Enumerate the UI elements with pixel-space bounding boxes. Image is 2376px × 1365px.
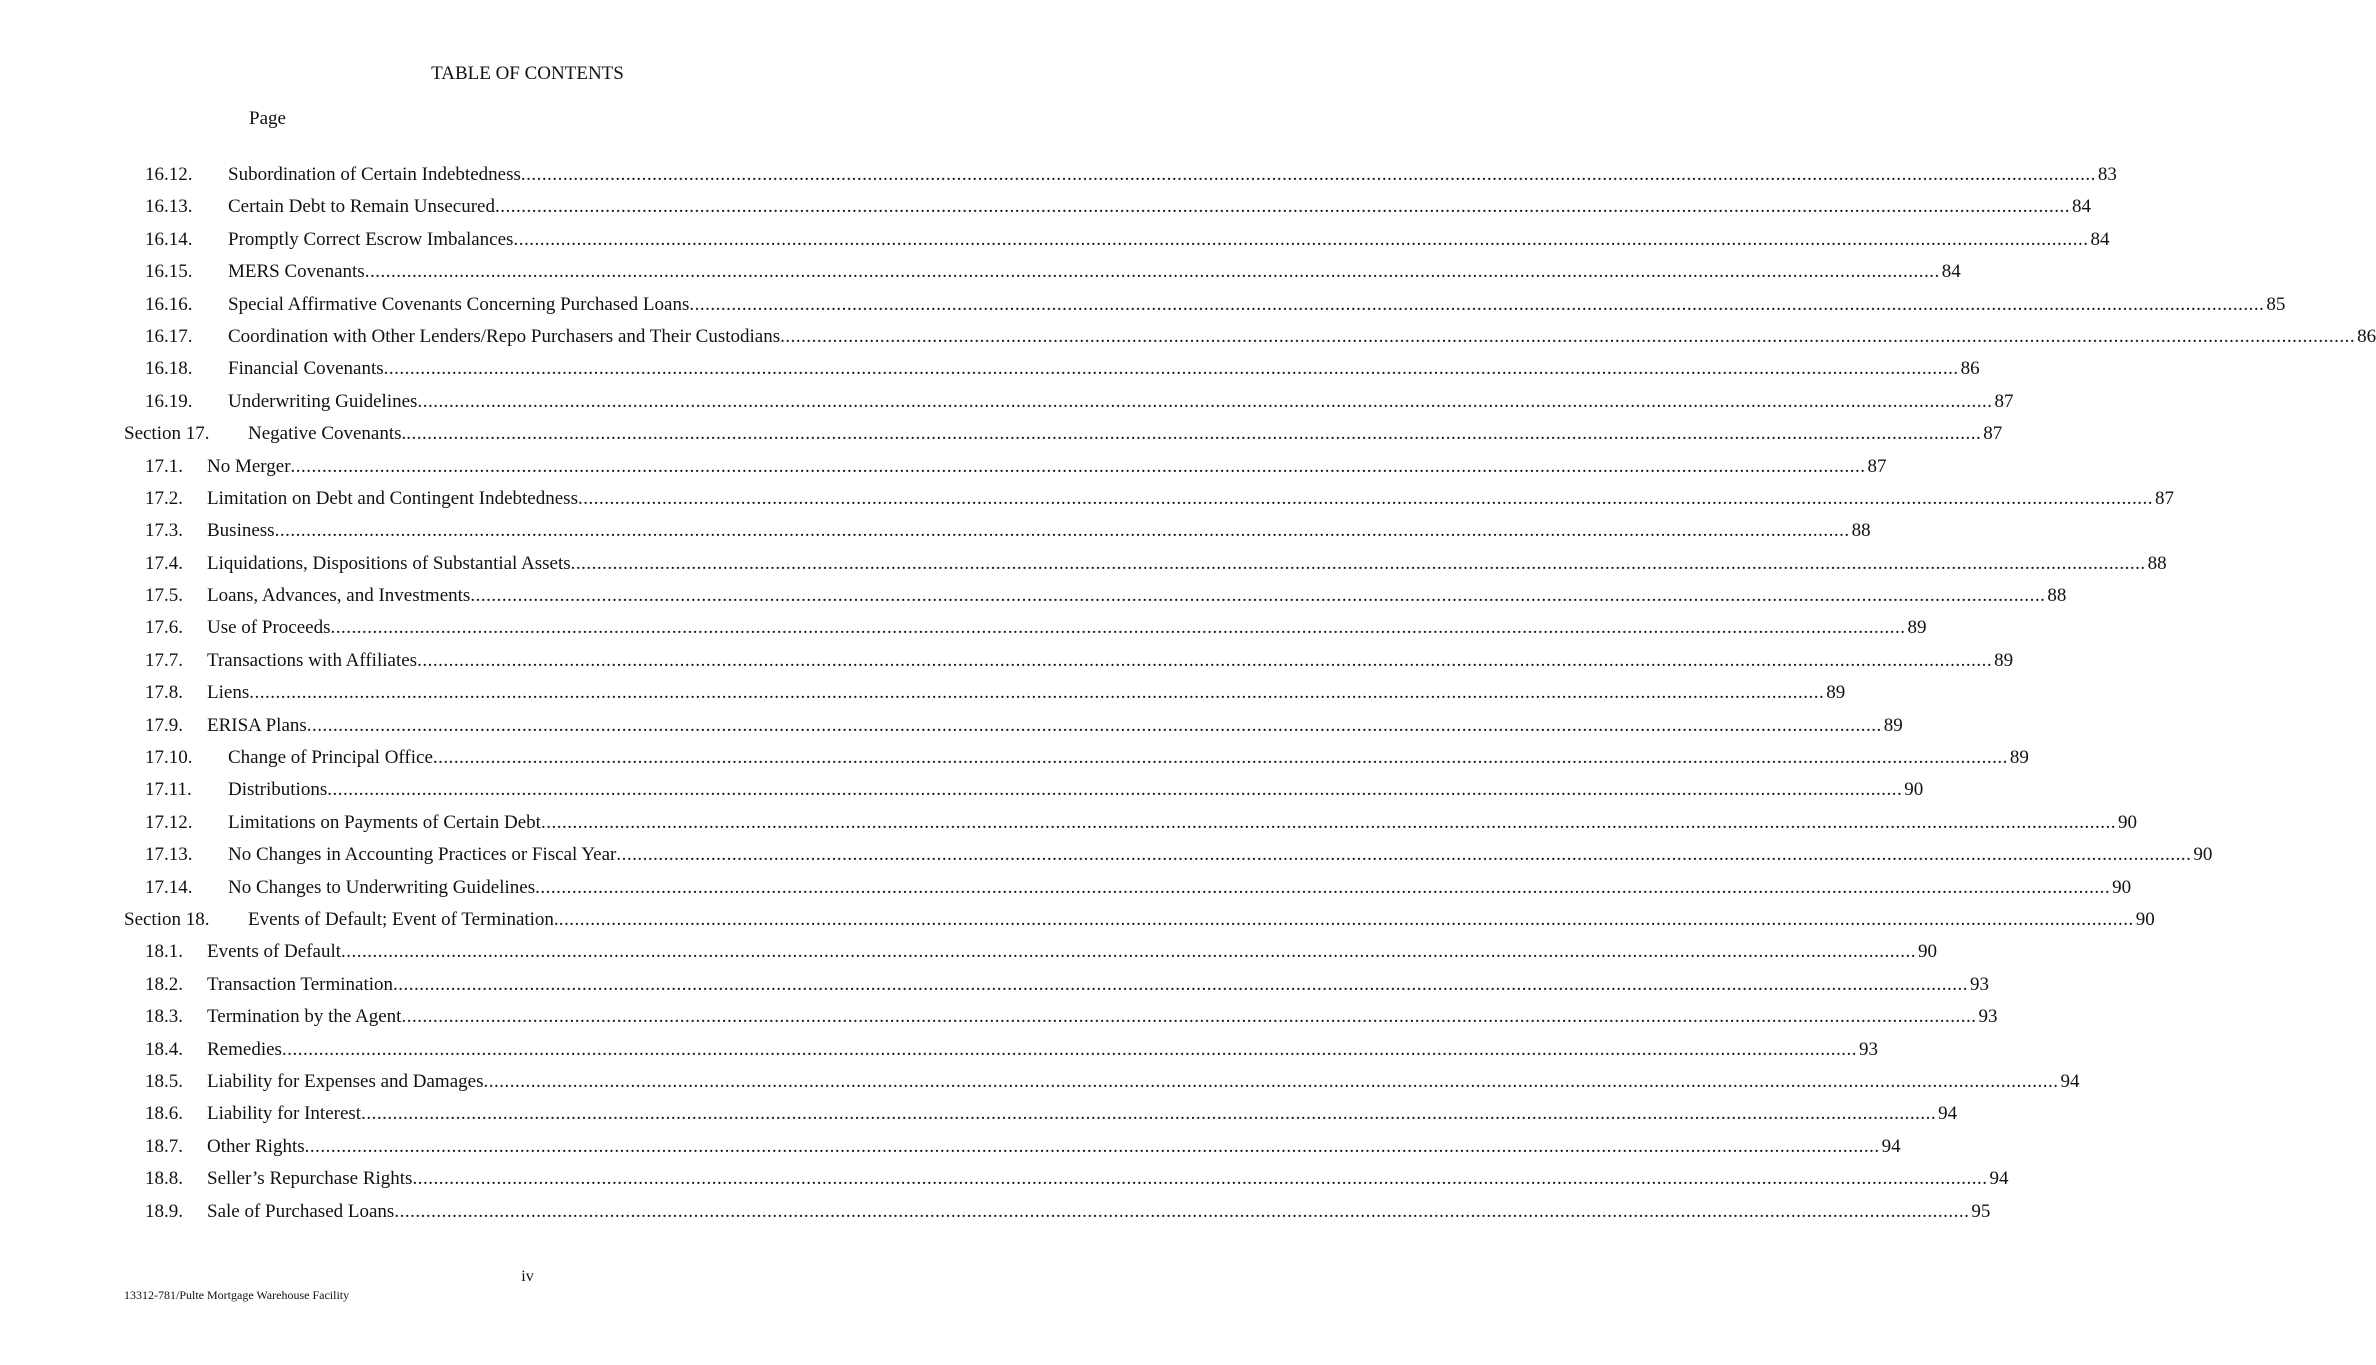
toc-entry-page: 94 [1881,1135,1901,1157]
toc-entry-page: 95 [1971,1200,1991,1222]
dot-leader: ............................................................................................................................................................................................................................................................................................................ [304,1135,1880,1157]
toc-entry-page: 90 [2112,876,2132,898]
toc-entry-title: Events of Default; Event of Termination. [248,908,559,930]
toc-entry-page: 90 [2135,908,2155,930]
dot-leader: ............................................................................................................................................................................................................................................................................................................ [535,876,2111,898]
toc-entry[interactable] [0,746,2029,778]
toc-entry-page: 87 [1983,423,2003,445]
dot-leader: ............................................................................................................................................................................................................................................................................................................ [393,973,1969,995]
toc-entry-number: 18.7. [145,1135,183,1157]
toc-entry-page: 88 [1851,520,1871,542]
toc-entry[interactable] [0,1102,1958,1134]
toc-entry-title: Use of Proceeds [207,617,331,639]
dot-leader: ............................................................................................................................................................................................................................................................................................................ [470,585,2046,607]
toc-entry-number: 16.13. [145,196,193,218]
toc-entry-number: 18.6. [145,1103,183,1125]
toc-entry-title: Promptly Correct Escrow Imbalances [228,228,514,250]
toc-entry-number: 18.4. [145,1038,183,1060]
toc-entry-page: 87 [1867,455,1887,477]
toc-entry-title: Coordination with Other Lenders/Repo Purchasers and Their Custodians [228,325,781,347]
toc-entry[interactable] [0,260,1961,292]
toc-entry-title: Certain Debt to Remain Unsecured [228,196,495,218]
dot-leader: ............................................................................................................................................................................................................................................................................................................ [689,293,2265,315]
toc-entry-page: 88 [2047,585,2067,607]
toc-entry-number: 17.1. [145,455,183,477]
toc-entry-title: Liquidations, Dispositions of Substantial Assets [207,552,571,574]
toc-entry-page: 93 [1978,1006,1998,1028]
toc-entry-number: 18.1. [145,941,183,963]
toc-entry[interactable] [0,390,2014,422]
toc-entry-number: 17.13. [145,844,193,866]
dot-leader: ............................................................................................................................................................................................................................................................................................................ [330,617,1906,639]
toc-entry-page: 90 [2117,811,2137,833]
dot-leader: ............................................................................................................................................................................................................................................................................................................ [432,747,2008,769]
toc-entry-title: Termination by the Agent [207,1006,402,1028]
dot-leader: ............................................................................................................................................................................................................................................................................................................ [780,325,2356,347]
toc-entry-number: 17.11. [145,779,192,801]
toc-entry-title: Seller’s Repurchase Rights [207,1168,413,1190]
toc-entry[interactable] [0,1038,1878,1070]
toc-entry-page: 89 [2009,747,2029,769]
document-id: 13312-781/Pulte Mortgage Warehouse Facility [124,1288,350,1302]
toc-entry-number: 16.19. [145,390,193,412]
toc-entry-number: 17.10. [145,747,193,769]
toc-entry[interactable] [0,1167,2009,1199]
toc-entry-number: 18.8. [145,1168,183,1190]
toc-entry-title: Other Rights [207,1135,305,1157]
toc-entry-title: Liens [207,682,250,704]
toc-entry-number: 17.2. [145,487,183,509]
dot-leader: ............................................................................................................................................................................................................................................................................................................ [361,1103,1937,1125]
toc-entry-page: 89 [1826,682,1846,704]
toc-entry-number: 16.16. [145,293,193,315]
toc-entry-page: 94 [1938,1103,1958,1125]
toc-entry[interactable] [0,1200,1991,1232]
toc-entry-number: 18.9. [145,1200,183,1222]
page-number: iv [521,1268,534,1285]
toc-entry-title: Liability for Interest [207,1103,362,1125]
toc-title: TABLE OF CONTENTS [431,63,624,84]
toc-list [0,163,2376,1232]
dot-leader: ............................................................................................................................................................................................................................................................................................................ [616,844,2192,866]
toc-entry-title: Remedies [207,1038,282,1060]
toc-entry[interactable] [0,519,1871,551]
toc-entry-number: 17.12. [145,811,193,833]
toc-entry[interactable] [0,552,2167,584]
dot-leader: ............................................................................................................................................................................................................................................................................................................ [577,487,2153,509]
toc-entry-page: 86 [1960,358,1980,380]
toc-entry[interactable] [0,908,2155,940]
toc-entry-number: 16.14. [145,228,193,250]
toc-entry-number: 17.6. [145,617,183,639]
toc-entry-title: No Merger [207,455,291,477]
toc-entry-page: 87 [1994,390,2014,412]
toc-entry[interactable] [0,811,2137,843]
toc-entry[interactable] [0,228,2110,260]
toc-entry-title: Special Affirmative Covenants Concerning Purchased Loans [228,293,690,315]
toc-entry-number: 18.3. [145,1006,183,1028]
toc-entry-title: ERISA Plans [207,714,307,736]
dot-leader: ............................................................................................................................................................................................................................................................................................................ [570,552,2146,574]
dot-leader: ............................................................................................................................................................................................................................................................................................................ [417,649,1993,671]
toc-entry[interactable] [0,940,1938,972]
toc-entry-title: Limitations on Payments of Certain Debt [228,811,541,833]
toc-entry[interactable] [0,1005,1998,1037]
toc-entry-page: 94 [1989,1168,2009,1190]
dot-leader: ............................................................................................................................................................................................................................................................................................................ [401,1006,1977,1028]
toc-entry[interactable] [0,649,2014,681]
toc-entry-page: 94 [2060,1070,2080,1092]
toc-entry-title: MERS Covenants [228,261,365,283]
toc-entry[interactable] [0,778,1924,810]
toc-entry-number: 16.18. [145,358,193,380]
toc-entry-page: 85 [2266,293,2286,315]
dot-leader: ............................................................................................................................................................................................................................................................................................................ [494,196,2070,218]
toc-entry-number: 17.9. [145,714,183,736]
dot-leader: ............................................................................................................................................................................................................................................................................................................ [417,390,1993,412]
toc-entry[interactable] [0,293,2286,325]
toc-entry-page: 88 [2147,552,2167,574]
toc-entry-page: 93 [1970,973,1990,995]
toc-entry-title: Events of Default [207,941,342,963]
dot-leader: ............................................................................................................................................................................................................................................................................................................ [540,811,2116,833]
dot-leader: ............................................................................................................................................................................................................................................................................................................ [306,714,1882,736]
toc-entry-page: 84 [1941,261,1961,283]
dot-leader: ............................................................................................................................................................................................................................................................................................................ [406,423,1982,445]
toc-entry-page: 90 [1904,779,1924,801]
dot-leader: ............................................................................................................................................................................................................................................................................................................ [412,1168,1988,1190]
toc-entry[interactable] [0,584,2067,616]
toc-entry-title: Sale of Purchased Loans [207,1200,395,1222]
toc-entry-number: 17.7. [145,649,183,671]
toc-entry[interactable] [0,681,1846,713]
toc-entry-number: 16.15. [145,261,193,283]
dot-leader: ............................................................................................................................................................................................................................................................................................................ [327,779,1903,801]
toc-entry-number: 16.12. [145,164,193,185]
toc-entry-title: Financial Covenants [228,358,384,380]
toc-entry[interactable] [0,973,1990,1005]
toc-entry-number: 17.5. [145,585,183,607]
toc-entry-title: No Changes in Accounting Practices or Fiscal Year [228,844,617,866]
dot-leader: ............................................................................................................................................................................................................................................................................................................ [394,1200,1970,1222]
toc-entry[interactable] [0,843,2213,875]
toc-entry[interactable] [0,876,2132,908]
toc-entry-title: Business [207,520,275,542]
toc-entry[interactable] [0,357,1980,389]
toc-entry[interactable] [0,195,2091,227]
dot-leader: ............................................................................................................................................................................................................................................................................................................ [483,1070,2059,1092]
toc-entry-page: 83 [2097,164,2117,185]
dot-leader: ............................................................................................................................................................................................................................................................................................................ [558,908,2134,930]
toc-entry[interactable] [0,1070,2080,1102]
toc-entry-page: 89 [1883,714,1903,736]
dot-leader: ............................................................................................................................................................................................................................................................................................................ [281,1038,1857,1060]
toc-entry-number: Section 17. [124,423,210,445]
toc-entry-title: Underwriting Guidelines [228,390,418,412]
toc-entry-title: Distributions [228,779,328,801]
toc-entry-page: 90 [2193,844,2213,866]
toc-entry-title: Loans, Advances, and Investments [207,585,471,607]
toc-entry[interactable] [0,422,2003,454]
dot-leader: ............................................................................................................................................................................................................................................................................................................ [290,455,1866,477]
toc-entry-number: 17.8. [145,682,183,704]
toc-entry-page: 89 [1907,617,1927,639]
toc-entry-title: Subordination of Certain Indebtedness [228,164,521,185]
toc-entry[interactable] [0,714,1903,746]
toc-entry[interactable] [0,163,2117,195]
toc-entry-number: 18.5. [145,1070,183,1092]
toc-entry-title: Transaction Termination [207,973,394,995]
toc-entry-page: 90 [1918,941,1938,963]
dot-leader: ............................................................................................................................................................................................................................................................................................................ [520,164,2096,185]
toc-entry-number: 17.14. [145,876,193,898]
toc-entry-number: Section 18. [124,908,210,930]
page-column-label: Page [249,108,286,129]
toc-entry-page: 93 [1858,1038,1878,1060]
toc-entry-page: 87 [2154,487,2174,509]
toc-entry-title: No Changes to Underwriting Guidelines [228,876,536,898]
dot-leader: ............................................................................................................................................................................................................................................................................................................ [249,682,1825,704]
toc-entry-number: 18.2. [145,973,183,995]
toc-entry-page: 86 [2357,325,2376,347]
toc-entry-title: Negative Covenants. [248,423,407,445]
dot-leader: ............................................................................................................................................................................................................................................................................................................ [383,358,1959,380]
dot-leader: ............................................................................................................................................................................................................................................................................................................ [513,228,2089,250]
dot-leader: ............................................................................................................................................................................................................................................................................................................ [341,941,1917,963]
toc-entry-number: 16.17. [145,325,193,347]
dot-leader: ............................................................................................................................................................................................................................................................................................................ [364,261,1940,283]
toc-entry-title: Liability for Expenses and Damages [207,1070,484,1092]
toc-entry[interactable] [0,1135,1901,1167]
toc-entry-title: Change of Principal Office [228,747,433,769]
toc-entry-number: 17.4. [145,552,183,574]
toc-entry-title: Transactions with Affiliates [207,649,418,671]
toc-entry[interactable] [0,455,1887,487]
toc-entry[interactable] [0,487,2174,519]
toc-entry[interactable] [0,325,2376,357]
toc-entry-title: Limitation on Debt and Contingent Indebtedness [207,487,578,509]
toc-entry-page: 89 [1994,649,2014,671]
toc-entry[interactable] [0,616,1927,648]
toc-entry-page: 84 [2071,196,2091,218]
toc-entry-page: 84 [2090,228,2110,250]
dot-leader: ............................................................................................................................................................................................................................................................................................................ [274,520,1850,542]
toc-entry-number: 17.3. [145,520,183,542]
